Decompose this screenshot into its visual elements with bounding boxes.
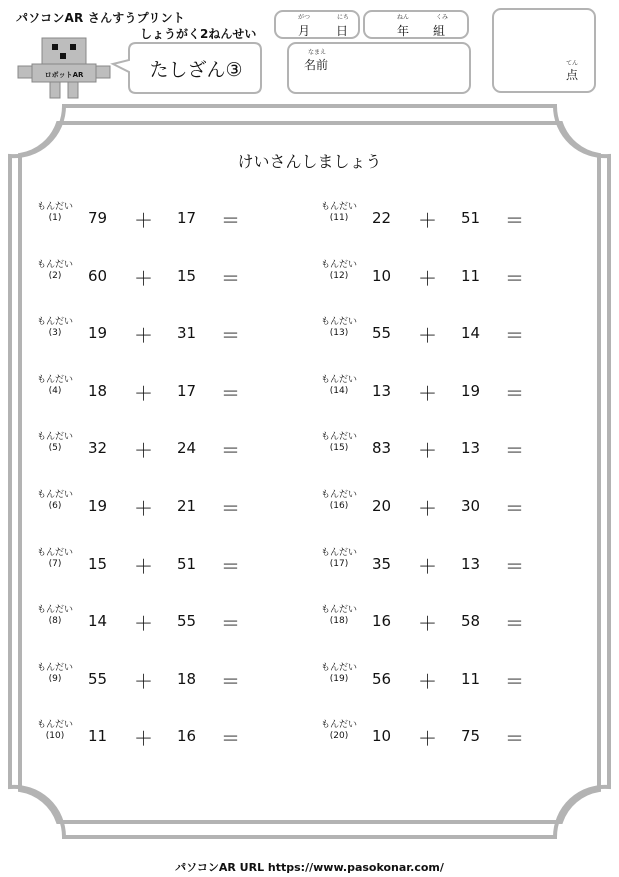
- problem-label: もんだい (19): [320, 663, 357, 684]
- problem-label: もんだい (15): [320, 432, 357, 453]
- problem-label: もんだい (20): [320, 720, 357, 741]
- problem-row: [36, 720, 256, 754]
- problem-row: [36, 317, 256, 351]
- addend-b: 21: [177, 497, 197, 515]
- day-ruby: にち: [337, 14, 350, 21]
- month-ruby: がつ: [298, 14, 311, 21]
- equals-sign: ＝: [505, 613, 525, 635]
- problem-label: もんだい (9): [36, 663, 73, 684]
- equals-sign: ＝: [505, 440, 525, 462]
- equals-sign: ＝: [221, 728, 241, 750]
- equals-sign: ＝: [221, 383, 241, 405]
- plus-sign: ＋: [418, 613, 438, 635]
- problem-row: [320, 375, 540, 409]
- plus-sign: ＋: [418, 210, 438, 232]
- problem-row: [36, 548, 256, 582]
- addend-a: 20: [372, 497, 392, 515]
- addend-a: 19: [88, 497, 108, 515]
- plus-sign: ＋: [418, 671, 438, 693]
- logo-text: ロボットAR: [44, 71, 84, 79]
- problem-label: もんだい (6): [36, 490, 73, 511]
- addend-b: 51: [461, 209, 481, 227]
- addend-a: 16: [372, 612, 392, 630]
- problem-row: [320, 432, 540, 466]
- plus-sign: ＋: [418, 440, 438, 462]
- year-ruby: ねん: [397, 14, 410, 21]
- addend-b: 31: [177, 324, 197, 342]
- plus-sign: ＋: [134, 613, 154, 635]
- addend-a: 83: [372, 439, 392, 457]
- equals-sign: ＝: [221, 440, 241, 462]
- addend-b: 58: [461, 612, 481, 630]
- problem-label: もんだい (11): [320, 202, 357, 223]
- problem-row: [36, 432, 256, 466]
- plus-sign: ＋: [134, 671, 154, 693]
- addend-b: 30: [461, 497, 481, 515]
- addend-b: 11: [461, 670, 481, 688]
- addend-a: 55: [372, 324, 392, 342]
- class-ruby: くみ: [436, 14, 449, 21]
- instruction: けいさんしましょう: [237, 152, 382, 171]
- grade-label: しょうがく2ねんせい: [140, 27, 257, 41]
- problem-label: もんだい (4): [36, 375, 73, 396]
- equals-sign: ＝: [221, 210, 241, 232]
- footer-url: パソコンAR URL https://www.pasokonar.com/: [175, 861, 444, 874]
- problem-label: もんだい (12): [320, 260, 357, 281]
- problem-row: [36, 260, 256, 294]
- plus-sign: ＋: [418, 498, 438, 520]
- problem-label: もんだい (17): [320, 548, 357, 569]
- addend-a: 11: [88, 727, 108, 745]
- problem-row: [320, 260, 540, 294]
- addend-b: 55: [177, 612, 197, 630]
- equals-sign: ＝: [221, 498, 241, 520]
- day-label: 日: [336, 24, 349, 38]
- addend-b: 24: [177, 439, 197, 457]
- equals-sign: ＝: [221, 613, 241, 635]
- equals-sign: ＝: [505, 728, 525, 750]
- addend-a: 35: [372, 555, 392, 573]
- problem-label: もんだい (1): [36, 202, 73, 223]
- addend-b: 19: [461, 382, 481, 400]
- addend-b: 16: [177, 727, 197, 745]
- addend-b: 51: [177, 555, 197, 573]
- equals-sign: ＝: [505, 498, 525, 520]
- problem-row: [320, 605, 540, 639]
- addend-a: 13: [372, 382, 392, 400]
- plus-sign: ＋: [418, 728, 438, 750]
- plus-sign: ＋: [418, 383, 438, 405]
- plus-sign: ＋: [134, 440, 154, 462]
- problem-label: もんだい (7): [36, 548, 73, 569]
- problem-row: [320, 720, 540, 754]
- name-field[interactable]: [287, 42, 471, 94]
- plus-sign: ＋: [134, 268, 154, 290]
- addend-b: 75: [461, 727, 481, 745]
- plus-sign: ＋: [134, 498, 154, 520]
- addend-a: 60: [88, 267, 108, 285]
- problem-row: [320, 202, 540, 236]
- addend-a: 18: [88, 382, 108, 400]
- problem-label: もんだい (13): [320, 317, 357, 338]
- class-field: [363, 10, 469, 39]
- problem-label: もんだい (5): [36, 432, 73, 453]
- problem-row: [36, 375, 256, 409]
- problem-label: もんだい (14): [320, 375, 357, 396]
- equals-sign: ＝: [505, 325, 525, 347]
- equals-sign: ＝: [221, 556, 241, 578]
- score-ruby: てん: [566, 60, 579, 67]
- plus-sign: ＋: [134, 383, 154, 405]
- addend-b: 13: [461, 439, 481, 457]
- plus-sign: ＋: [418, 268, 438, 290]
- addend-a: 19: [88, 324, 108, 342]
- equals-sign: ＝: [221, 325, 241, 347]
- score-label: 点: [566, 68, 579, 82]
- equals-sign: ＝: [505, 671, 525, 693]
- problem-row: [320, 663, 540, 697]
- addend-a: 15: [88, 555, 108, 573]
- problem-label: もんだい (8): [36, 605, 73, 626]
- addend-a: 55: [88, 670, 108, 688]
- addend-b: 18: [177, 670, 197, 688]
- site-title: パソコンAR さんすうプリント: [16, 11, 185, 25]
- addend-b: 17: [177, 209, 197, 227]
- problem-label: もんだい (10): [36, 720, 73, 741]
- equals-sign: ＝: [505, 556, 525, 578]
- problem-label: もんだい (18): [320, 605, 357, 626]
- addend-b: 17: [177, 382, 197, 400]
- name-ruby: なまえ: [308, 49, 327, 56]
- problem-row: [320, 490, 540, 524]
- addend-a: 79: [88, 209, 108, 227]
- plus-sign: ＋: [418, 325, 438, 347]
- plus-sign: ＋: [134, 210, 154, 232]
- equals-sign: ＝: [221, 671, 241, 693]
- addend-a: 10: [372, 727, 392, 745]
- plus-sign: ＋: [134, 325, 154, 347]
- problem-row: [36, 663, 256, 697]
- addend-a: 56: [372, 670, 392, 688]
- addend-a: 22: [372, 209, 392, 227]
- class-label: 組: [433, 24, 446, 38]
- name-label: 名前: [304, 58, 329, 72]
- addend-b: 11: [461, 267, 481, 285]
- worksheet-title: たしざん③: [149, 59, 243, 81]
- plus-sign: ＋: [134, 556, 154, 578]
- month-label: 月: [298, 24, 311, 38]
- problem-row: [36, 490, 256, 524]
- problem-label: もんだい (3): [36, 317, 73, 338]
- year-label: 年: [397, 24, 410, 38]
- equals-sign: ＝: [221, 268, 241, 290]
- problem-row: [320, 317, 540, 351]
- addend-b: 15: [177, 267, 197, 285]
- problem-row: [36, 605, 256, 639]
- addend-a: 32: [88, 439, 108, 457]
- robot-logo: [14, 36, 114, 102]
- problem-row: [320, 548, 540, 582]
- equals-sign: ＝: [505, 210, 525, 232]
- date-field: [274, 10, 360, 39]
- equals-sign: ＝: [505, 268, 525, 290]
- addend-a: 14: [88, 612, 108, 630]
- problem-label: もんだい (2): [36, 260, 73, 281]
- plus-sign: ＋: [418, 556, 438, 578]
- addend-b: 14: [461, 324, 481, 342]
- problem-row: [36, 202, 256, 236]
- addend-a: 10: [372, 267, 392, 285]
- score-field: [492, 8, 596, 93]
- addend-b: 13: [461, 555, 481, 573]
- plus-sign: ＋: [134, 728, 154, 750]
- problem-label: もんだい (16): [320, 490, 357, 511]
- equals-sign: ＝: [505, 383, 525, 405]
